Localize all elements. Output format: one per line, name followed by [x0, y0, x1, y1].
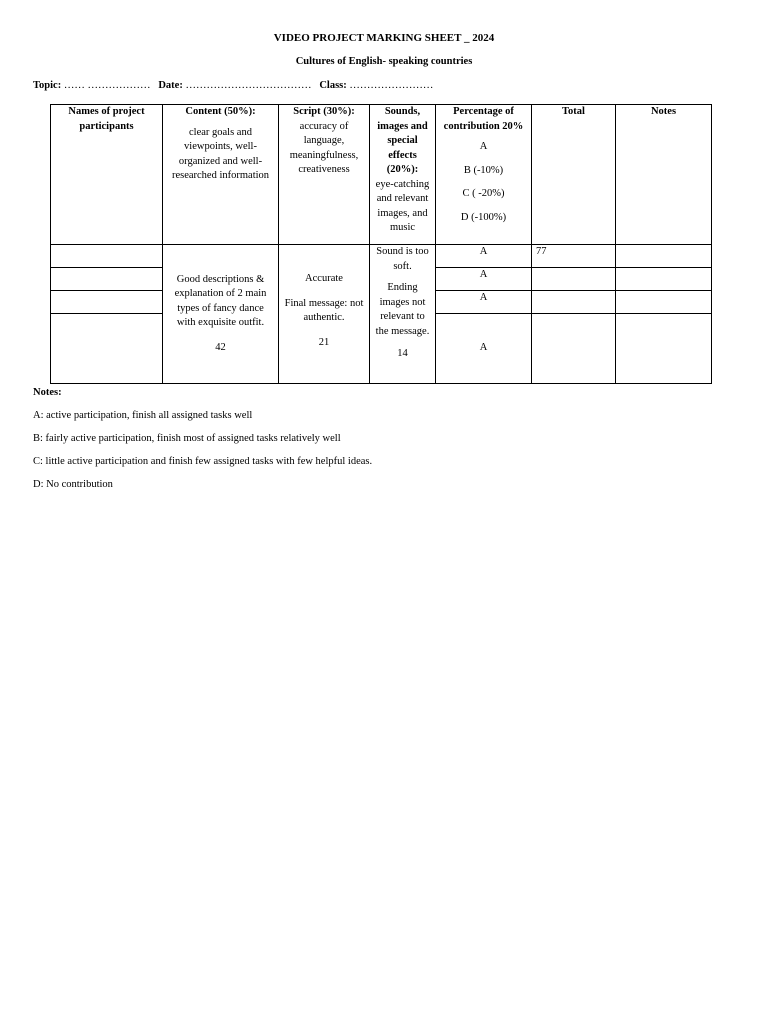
header-content-desc: clear goals and viewpoints, well-organized and well-researched information [171, 126, 270, 181]
topic-label: Topic: [33, 80, 62, 91]
notes-item: B: fairly active participation, finish most of assigned tasks relatively well [33, 433, 341, 444]
sounds-comment-2: Ending images not relevant to the message. [375, 282, 430, 337]
percentage-cell: A [436, 314, 532, 384]
total-cell: 77 [532, 245, 616, 268]
header-names-label: Names of project participants [68, 106, 145, 132]
table-header-row [51, 105, 712, 245]
header-percentage [436, 105, 532, 245]
notes-cell [616, 291, 712, 314]
percentage-option-a: A [479, 141, 488, 152]
notes-item: D: No contribution [33, 479, 113, 490]
participant-name-cell [51, 314, 163, 384]
percentage-cell: A [436, 245, 532, 268]
header-notes [616, 105, 712, 245]
notes-item: C: little active participation and finish few assigned tasks with few helpful ideas. [33, 456, 373, 467]
sounds-score: 14 [397, 348, 408, 359]
script-comment-1: Accurate [305, 273, 343, 284]
document-title: VIDEO PROJECT MARKING SHEET _ 2024 [273, 32, 495, 44]
notes-cell [616, 245, 712, 268]
header-percentage-title: Percentage of contribution 20% [443, 106, 524, 132]
header-script-desc: accuracy of language, meaningfulness, creativeness [289, 120, 359, 175]
header-total [532, 105, 616, 245]
total-cell [532, 291, 616, 314]
participant-name-cell [51, 291, 163, 314]
notes-cell [616, 268, 712, 291]
class-value: …………………… [349, 80, 434, 91]
header-total-label: Total [562, 106, 585, 117]
script-comment-2: Final message: not authentic. [284, 297, 364, 323]
document-subtitle: Cultures of English- speaking countries [295, 56, 473, 67]
percentage-cell: A [436, 268, 532, 291]
class-label: Class: [319, 80, 347, 91]
notes-heading: Notes: [33, 387, 62, 398]
header-sounds-desc: eye-catching and relevant images, and music [375, 178, 430, 233]
header-script-title: Script (30%): [293, 106, 355, 117]
header-sounds [370, 105, 436, 245]
topic-value: …… ……………… [63, 80, 151, 91]
percentage-cell: A [436, 291, 532, 314]
sounds-score-cell [370, 245, 436, 384]
script-score-cell [279, 245, 370, 384]
meta-line [33, 80, 433, 91]
script-score: 21 [318, 336, 330, 348]
header-content [163, 105, 279, 245]
header-names [51, 105, 163, 245]
header-notes-label: Notes [650, 106, 677, 117]
table-row [51, 245, 712, 268]
percentage-option-b: B (-10%) [463, 164, 504, 176]
header-sounds-title: Sounds, images and special effects (20%): [377, 106, 428, 175]
participant-name-cell [51, 245, 163, 268]
total-cell [532, 268, 616, 291]
percentage-option-c: C ( -20%) [462, 188, 505, 199]
notes-cell [616, 314, 712, 384]
participant-name-cell [51, 268, 163, 291]
header-content-title: Content (50%): [185, 106, 256, 117]
total-cell [532, 314, 616, 384]
date-label: Date: [158, 80, 183, 91]
content-comment: Good descriptions & explanation of 2 main types of fancy dance with exquisite outfit. [174, 273, 267, 329]
header-script [279, 105, 370, 245]
marking-table [50, 104, 712, 384]
date-value: ……………………………… [185, 80, 312, 91]
notes-item: A: active participation, finish all assigned tasks well [33, 410, 253, 421]
content-score-cell [163, 245, 279, 384]
sounds-comment-1: Sound is too soft. [376, 246, 429, 272]
content-score: 42 [215, 341, 226, 353]
notes-section [33, 387, 372, 502]
percentage-option-d: D (-100%) [460, 211, 507, 223]
